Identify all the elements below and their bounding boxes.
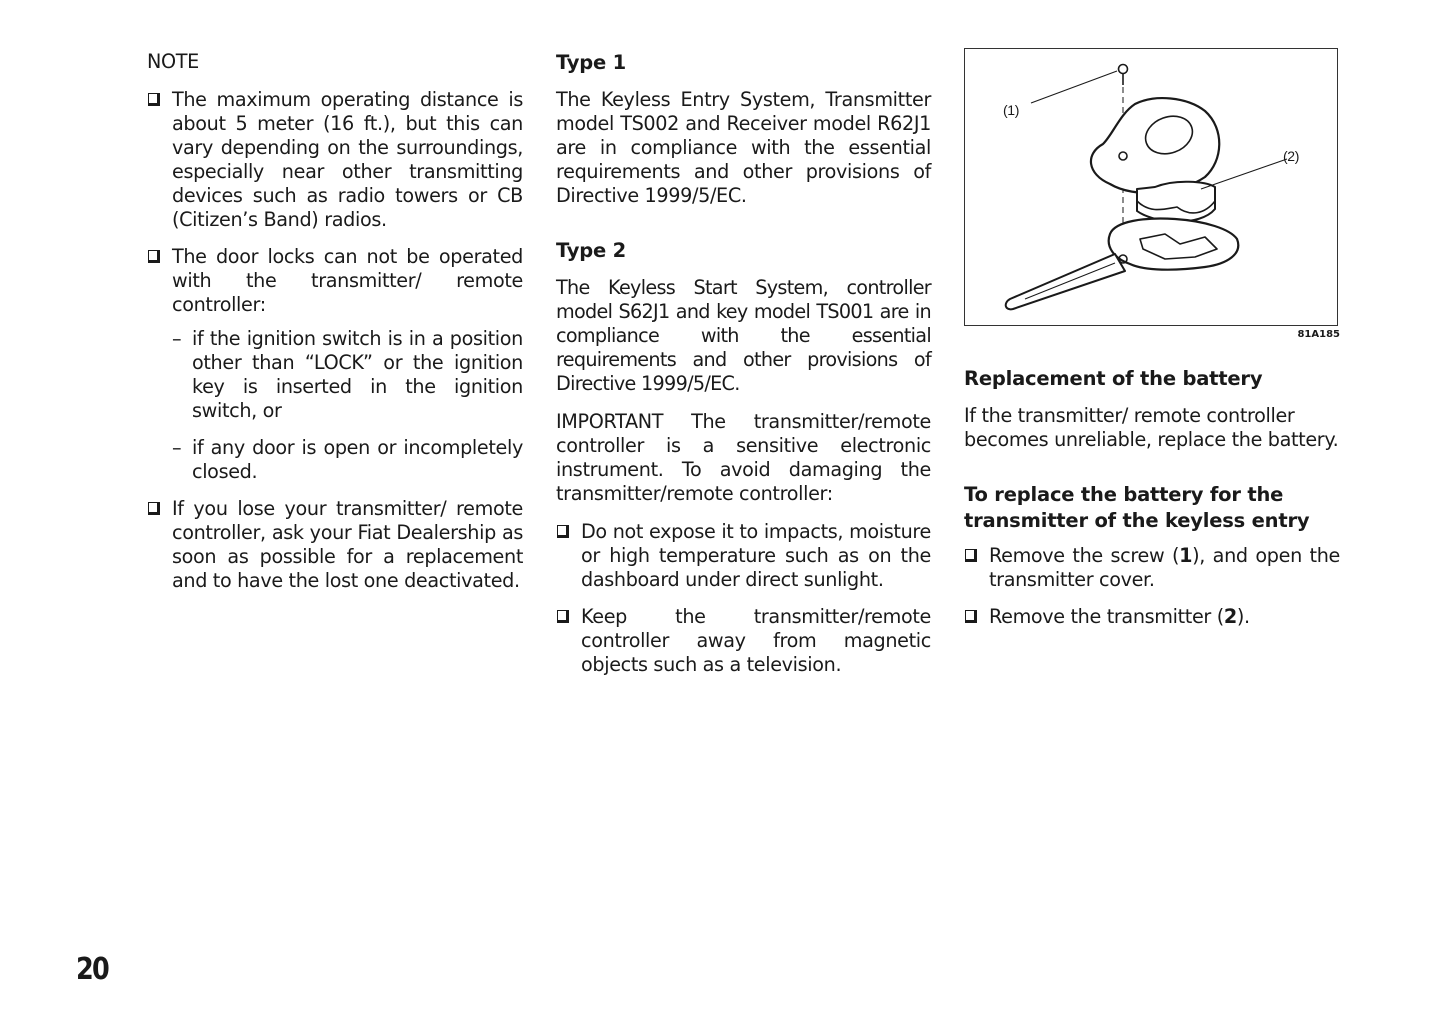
type2-heading: Type 2	[556, 239, 627, 262]
callout-2-label: (2)	[1283, 148, 1300, 164]
procedure-heading: To replace the battery for the transmitter of the keyless entry	[964, 483, 1310, 532]
key-transmitter-figure	[964, 48, 1338, 326]
checkbox-bullet-icon	[965, 549, 977, 562]
sub-item-text: if the ignition switch is in a position other than “LOCK” or the ignition key is inserted in the ignition switch, or	[192, 327, 523, 422]
compliance-column	[556, 48, 931, 690]
sub-item-ignition	[147, 327, 523, 423]
important-bullet-impacts	[556, 520, 931, 592]
figure-code: 81A185	[1297, 329, 1340, 340]
note-label: NOTE	[147, 50, 199, 73]
step-text	[989, 544, 1340, 591]
step-text	[989, 605, 1250, 628]
checkbox-bullet-icon	[557, 525, 569, 538]
step1-text-after: ), and open the transmitter cover.	[989, 544, 1340, 591]
step2-text-after: ).	[1236, 605, 1250, 628]
bullet-text: If you lose your transmitter/ remote controller, ask your Fiat Dealership as soon as possible for a replacement and to have the lost one deactivated.	[172, 497, 523, 592]
step2-text-before: Remove the transmitter (	[989, 605, 1224, 628]
checkbox-bullet-icon	[148, 250, 160, 263]
sub-item-text: if any door is open or incompletely closed.	[192, 436, 523, 483]
bullet-text: The maximum operating distance is about 5 meter (16 ft.), but this can vary depending on the surroundings, especially near other transmitting devices such as radio towers or CB (Citizen’s Band) radios.	[172, 88, 523, 231]
checkbox-bullet-icon	[965, 610, 977, 623]
checkbox-bullet-icon	[148, 502, 160, 515]
type2-text: The Keyless Start System, controller model S62J1 and key model TS001 are in compliance with the essential requirements and other provisions of Directive 1999/5/EC.	[556, 276, 931, 395]
replacement-heading: Replacement of the battery	[964, 367, 1263, 390]
bullet-text: Keep the transmitter/remote controller away from magnetic objects such as a television.	[581, 605, 931, 676]
checkbox-bullet-icon	[148, 93, 160, 106]
note-bullet-distance	[147, 88, 523, 232]
step1-ref-number: 1	[1179, 544, 1193, 567]
dash-icon: –	[172, 327, 182, 350]
bullet-text: Do not expose it to impacts, moisture or high temperature such as on the dashboard under direct sunlight.	[581, 520, 931, 591]
note-column	[147, 48, 523, 606]
step1-text-before: Remove the screw (	[989, 544, 1180, 567]
checkbox-bullet-icon	[557, 610, 569, 623]
important-text: IMPORTANT The transmitter/remote controller is a sensitive electronic instrument. To avoid damaging the transmitter/remote controller:	[556, 410, 931, 505]
procedure-step-2	[964, 605, 1340, 629]
note-bullet-lost	[147, 497, 523, 593]
type1-heading: Type 1	[556, 51, 627, 74]
sub-item-door-open	[147, 436, 523, 484]
replacement-text: If the transmitter/ remote controller becomes unreliable, replace the battery.	[964, 404, 1339, 451]
callout-1-label: (1)	[1003, 102, 1020, 118]
bullet-text: The door locks can not be operated with the transmitter/ remote controller:	[172, 245, 523, 316]
type1-text: The Keyless Entry System, Transmitter model TS002 and Receiver model R62J1 are in compliance with the essential requirements and other provisions of Directive 1999/5/EC.	[556, 88, 931, 207]
note-bullet-door-locks	[147, 245, 523, 317]
battery-column	[964, 48, 1340, 642]
page-number: 20	[76, 952, 109, 987]
procedure-step-1	[964, 544, 1340, 592]
dash-icon: –	[172, 436, 182, 459]
important-bullet-magnetic	[556, 605, 931, 677]
step2-ref-number: 2	[1223, 605, 1237, 628]
exploded-key-illustration	[965, 49, 1337, 325]
